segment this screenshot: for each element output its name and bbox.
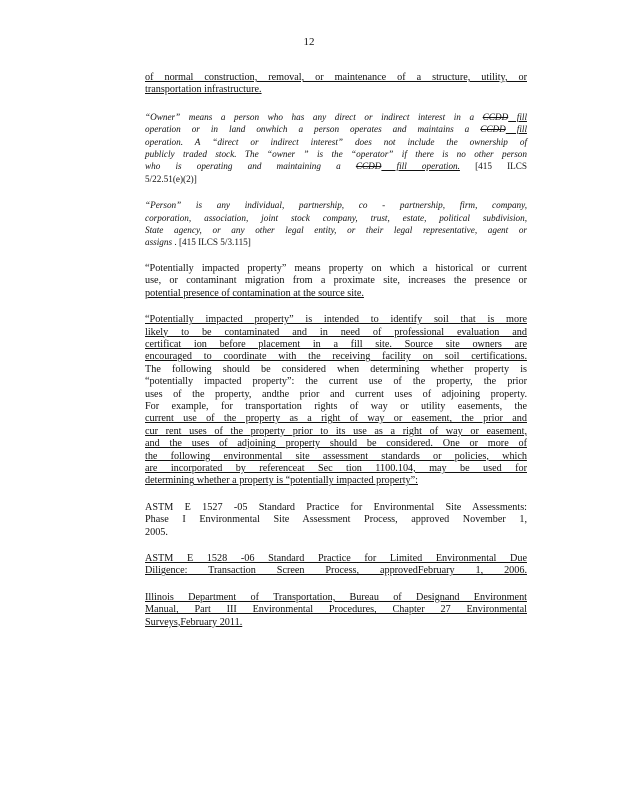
text-line: ASTM E 1528 -06 Standard Practice for Limited Environmental Due [145, 553, 527, 564]
text-line: potential presence of contamination at the source site. [145, 287, 364, 299]
text-line: who is operating and maintaining a CCDD fill operation. [415 ILCS [145, 161, 528, 172]
text-line: For example, for transportation rights of way or utility easements, the [145, 400, 527, 412]
text-line: operation or in land onwhich a person operates and maintains a CCDD fill [145, 124, 527, 135]
page-number: 12 [303, 36, 315, 48]
text-line: current use of the property as a right of way or easement, the prior and [145, 413, 527, 425]
text-line: “potentially impacted property”: the current use of the property, the prior [145, 376, 527, 388]
reference-astm-e1527 [145, 502, 527, 539]
reference-idot-manual [145, 592, 527, 629]
text-line: “Person” is any individual, partnership, co - partnership, firm, company, [145, 200, 527, 211]
text-line: Illinois Department of Transportation, Bureau of Designand Environment [145, 591, 527, 603]
text-line: Manual, Part III Environmental Procedures, Chapter 27 Environmental [145, 604, 527, 616]
text-line: Phase I Environmental Site Assessment Process, approved November 1, [145, 514, 527, 526]
text-line: “Potentially impacted property” is intended to identify soil that is more [145, 314, 527, 326]
text-line: cur rent uses of the property prior to its use as a right of way or easement, [145, 425, 527, 437]
text-line: State agency, or any other legal entity, or their legal representative, agent or [145, 225, 527, 236]
definition-person [145, 199, 527, 249]
definition-potentially-impacted-property [145, 263, 527, 300]
definition-owner [145, 111, 527, 185]
text-line: ASTM E 1527 -05 Standard Practice for Environmental Site Assessments: [145, 501, 527, 513]
text-line: certificat ion before placement in a fill site. Source site owners are [145, 338, 527, 350]
text-line: publicly traded stock. The “owner ” is the “operator” if there is no other person [145, 149, 527, 160]
text-line: corporation, association, joint stock company, trust, estate, political subdivision, [145, 212, 527, 223]
text-line: transportation infrastructure. [145, 84, 262, 96]
text-line: are incorporated by referenceat Sec tion 1100.104, may be used for [145, 462, 527, 474]
text-line: The following should be considered when determining whether property is [145, 363, 527, 375]
text-line: operation. A “direct or indirect interest” does not include the ownership of [145, 136, 527, 147]
text-line: encouraged to coordinate with the receiving facility on soil certifications. [145, 351, 527, 363]
text-line: likely to be contaminated and in need of professional evaluation and [145, 326, 527, 338]
text-line: determining whether a property is “potentially impacted property”: [145, 475, 418, 487]
text-line: “Owner” means a person who has any direct or indirect interest in a CCDD fill [145, 111, 527, 122]
text-line: Diligence: Transaction Screen Process, approvedFebruary 1, 2006. [145, 565, 527, 577]
text-line: uses of the property, andthe prior and current uses of adjoining property. [145, 388, 527, 400]
text-line: 5/22.51(e)(2)] [145, 173, 197, 184]
text-line: and the uses of adjoining property should be considered. One or more of [145, 438, 527, 450]
reference-astm-e1528 [145, 553, 527, 578]
text-line: “Potentially impacted property” means property on which a historical or current [145, 262, 527, 274]
text-line: assigns . [415 ILCS 5/3.115] [145, 237, 251, 248]
text-line: of normal construction, removal, or maintenance of a structure, utility, or [145, 72, 527, 83]
text-line: the following environmental site assessment standards or policies, which [145, 450, 527, 462]
text-line: Surveys,February 2011. [145, 616, 243, 628]
paragraph-potentially-impacted-property-guidance [145, 314, 527, 488]
page-content [145, 72, 527, 629]
text-line: use, or contaminant migration from a proximate site, increases the presence or [145, 275, 527, 287]
paragraph-infrastructure [145, 72, 527, 97]
text-line: 2005. [145, 526, 168, 538]
